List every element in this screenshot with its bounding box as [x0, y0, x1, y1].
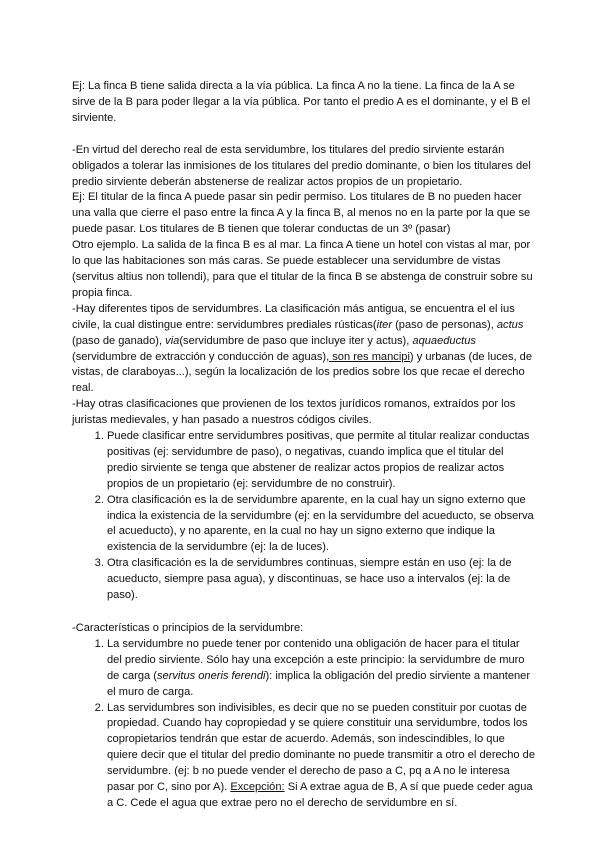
example-paragraph: Ej: La finca B tiene salida directa a la vía pública. La finca A no la tiene. La finca de la A se sirve de la B para poder llegar a la vía pública. Por tanto el predio A es el dominante, y el B el sirviente. [72, 80, 531, 124]
text-run: La servidumbre no puede tener por contenido una obligación de hacer para el titular del predio sirviente. Sólo hay una excepción a este principio: la servidumbre de muro de carga ( [107, 637, 525, 682]
list-item [107, 637, 536, 701]
tipos-paragraph [72, 302, 536, 397]
text-run: -Hay diferentes tipos de servidumbres. La clasificación más antigua, se encuentra el el ius civile, la cual distingue entre: servidumbres prediales rústicas( [72, 302, 515, 331]
list-item: 2. Otra clasificación es la de servidumbre aparente, en la cual hay un signo externo que indica la existencia de la servidumbre (ej: en la servidumbre del acueducto, se observa el acueducto), y no aparente, en la cual no hay un signo externo que indique la existencia de la servidumbre (ej: la de luces). [107, 493, 536, 557]
text-run: ): implica la obligación del predio sirviente a mantener el muro de carga. [107, 669, 531, 698]
underlined-excepcion: Excepción: [230, 781, 285, 794]
clasificaciones-paragraph: -Hay otras clasificaciones que provienen de los textos jurídicos romanos, extraídos por los juristas medievales, y han pasado a nuestros códigos civiles. [72, 398, 516, 427]
caracteristicas-heading: -Características o principios de la servidumbre: [72, 622, 304, 634]
spacer [72, 127, 536, 143]
list-item: 1. Puede clasificar entre servidumbres positivas, que permite al titular realizar conductas positivas (ej: servidumbre de paso), o negativas, cuando implica que el titular del predio sirviente se tenga que abstener de realizar actos propios de realizar actos propios de un propietario (ej: servidumbre de no construir). [107, 429, 536, 493]
text-run: Las servidumbres son indivisibles, es decir que no se pueden constituir por cuotas de propiedad. Cuando hay copropiedad y se quiere constituir una servidumbre, todos los copropietarios tendrán que estar de acuerdo. Además, son indescindibles, lo que quiere decir que el titular del predio dominante no puede transmitir a otro el derecho de servidumbre. (ej: b no puede vender el derecho de paso a C, pq a A no le interesa pasar por C, sino por A). [107, 701, 535, 794]
caracteristicas-list [72, 637, 536, 812]
example-vistas-paragraph: Otro ejemplo. La salida de la finca B es al mar. La finca A tiene un hotel con vistas al mar, por lo que las habitaciones son más caras. Se puede establecer una servidumbre de vistas (servitus altius non tollendi), para que el titular de la finca B se abstenga de construir sobre su propia finca. [72, 239, 533, 299]
underlined-res-mancipi: , son res mancipi [326, 350, 410, 363]
latin-term-via: via [165, 334, 180, 347]
latin-term-servitus: servitus oneris ferendi [156, 669, 266, 682]
list-item: 3. Otra clasificación es la de servidumbres continuas, siempre están en uso (ej: la de acueducto, siempre pasa agua), y discontinuas, se hace uso a intervalos (ej: la de paso). [107, 556, 536, 604]
spacer [72, 604, 536, 621]
latin-term-iter: iter [376, 318, 393, 331]
text-run: (paso de ganado), [72, 334, 166, 347]
latin-term-aquaeductus: aquaeductus [412, 334, 476, 347]
list-item [107, 701, 536, 812]
text-run: (paso de personas), [392, 318, 497, 331]
text-run: (servidumbre de paso que incluye iter y actus), [179, 334, 413, 347]
example-paso-paragraph: Ej: El titular de la finca A puede pasar sin pedir permiso. Los titulares de B no pueden hacer una valla que cierre el paso entre la finca A y la finca B, al menos no en la parte por la que se puede pasar. Los titulares de B tienen que tolerar conductas de un 3º (pasar) [72, 191, 531, 236]
text-run: (servidumbre de extracción y conducción de aguas) [72, 350, 327, 363]
clasificaciones-list [72, 429, 536, 604]
servidumbre-obligations-paragraph: -En virtud del derecho real de esta servidumbre, los titulares del predio sirviente estarán obligados a tolerar las inmisiones de los titulares del predio dominante, o bien los titulares del predio sirviente deberán abstenerse de realizar actos propios de un propietario. [72, 143, 531, 188]
text-run: Si A extrae agua de B, A sí que puede ceder agua a C. Cede el agua que extrae pero no el derecho de servidumbre en sí. [107, 781, 533, 809]
latin-term-actus: actus [496, 318, 524, 331]
text-run: ) y urbanas (de luces, de vistas, de claraboyas...), según la localización de los predios sobre los que recae el derecho real. [72, 350, 533, 395]
